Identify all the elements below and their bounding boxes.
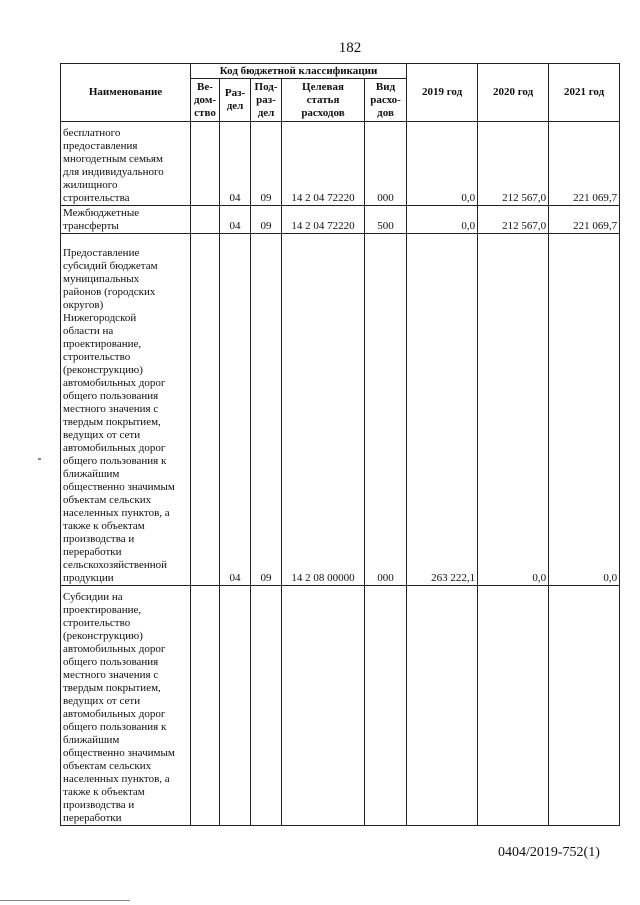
row-2021: 0,0 xyxy=(549,234,620,586)
row-razdel xyxy=(220,586,251,826)
header-podrazdel: Под- раз- дел xyxy=(251,79,282,122)
row-razdel: 04 xyxy=(220,122,251,206)
budget-table xyxy=(60,63,620,826)
header-2021: 2021 год xyxy=(549,64,620,122)
header-vid: Вид расхо- дов xyxy=(365,79,407,122)
row-2019: 263 222,1 xyxy=(407,234,478,586)
row-target: 14 2 04 72220 xyxy=(282,122,365,206)
header-vedomstvo: Ве- дом- ство xyxy=(191,79,220,122)
row-2021 xyxy=(549,586,620,826)
row-2020 xyxy=(478,586,549,826)
row-ved xyxy=(191,234,220,586)
header-2019: 2019 год xyxy=(407,64,478,122)
row-2019: 0,0 xyxy=(407,206,478,234)
row-podrazdel xyxy=(251,586,282,826)
row-vid xyxy=(365,586,407,826)
row-2020: 212 567,0 xyxy=(478,206,549,234)
row-target: 14 2 04 72220 xyxy=(282,206,365,234)
header-razdel: Раз- дел xyxy=(220,79,251,122)
row-razdel: 04 xyxy=(220,206,251,234)
row-2019 xyxy=(407,586,478,826)
header-2020: 2020 год xyxy=(478,64,549,122)
header-code-group: Код бюджетной классификации xyxy=(191,64,407,79)
row-name: Предоставление субсидий бюджетам муниципальных районов (городских округов) Нижегородской области на проектирование, строительство (реконструкцию) автомобильных дорог общего пользования местного значения с твердым покрытием, ведущих от сети автомобильных дорог общего пользования к ближайшим общественно значимым объектам сельских населенных пунктов, а также к объектам производства и переработки сельскохозяйственной продукции xyxy=(61,234,191,586)
header-name: Наименование xyxy=(61,64,191,122)
row-name: Межбюджетные трансферты xyxy=(61,206,191,234)
row-podrazdel: 09 xyxy=(251,206,282,234)
table-row xyxy=(61,586,620,826)
row-vid: 000 xyxy=(365,122,407,206)
row-podrazdel: 09 xyxy=(251,122,282,206)
row-podrazdel: 09 xyxy=(251,234,282,586)
table-row xyxy=(61,206,620,234)
row-vid: 500 xyxy=(365,206,407,234)
row-2020: 0,0 xyxy=(478,234,549,586)
row-razdel: 04 xyxy=(220,234,251,586)
row-ved xyxy=(191,586,220,826)
table-row xyxy=(61,122,620,206)
document-number: 0404/2019-752(1) xyxy=(498,845,600,860)
row-name: бесплатного предоставления многодетным семьям для индивидуального жилищного строительства xyxy=(61,122,191,206)
scan-edge-line xyxy=(0,900,130,901)
row-2020: 212 567,0 xyxy=(478,122,549,206)
row-2021: 221 069,7 xyxy=(549,206,620,234)
page-number: 182 xyxy=(338,40,362,56)
row-name: Субсидии на проектирование, строительство (реконструкцию) автомобильных дорог общего пользования местного значения с твердым покрытием, ведущих от сети автомобильных дорог общего пользования к ближайшим общественно значимым объектам сельских населенных пунктов, а также к объектам производства и переработки xyxy=(61,586,191,826)
row-target xyxy=(282,586,365,826)
row-2021: 221 069,7 xyxy=(549,122,620,206)
row-vid: 000 xyxy=(365,234,407,586)
header-target: Целевая статья расходов xyxy=(282,79,365,122)
row-2019: 0,0 xyxy=(407,122,478,206)
row-target: 14 2 08 00000 xyxy=(282,234,365,586)
row-ved xyxy=(191,206,220,234)
scan-artifact xyxy=(38,458,41,460)
row-ved xyxy=(191,122,220,206)
table-row xyxy=(61,234,620,586)
